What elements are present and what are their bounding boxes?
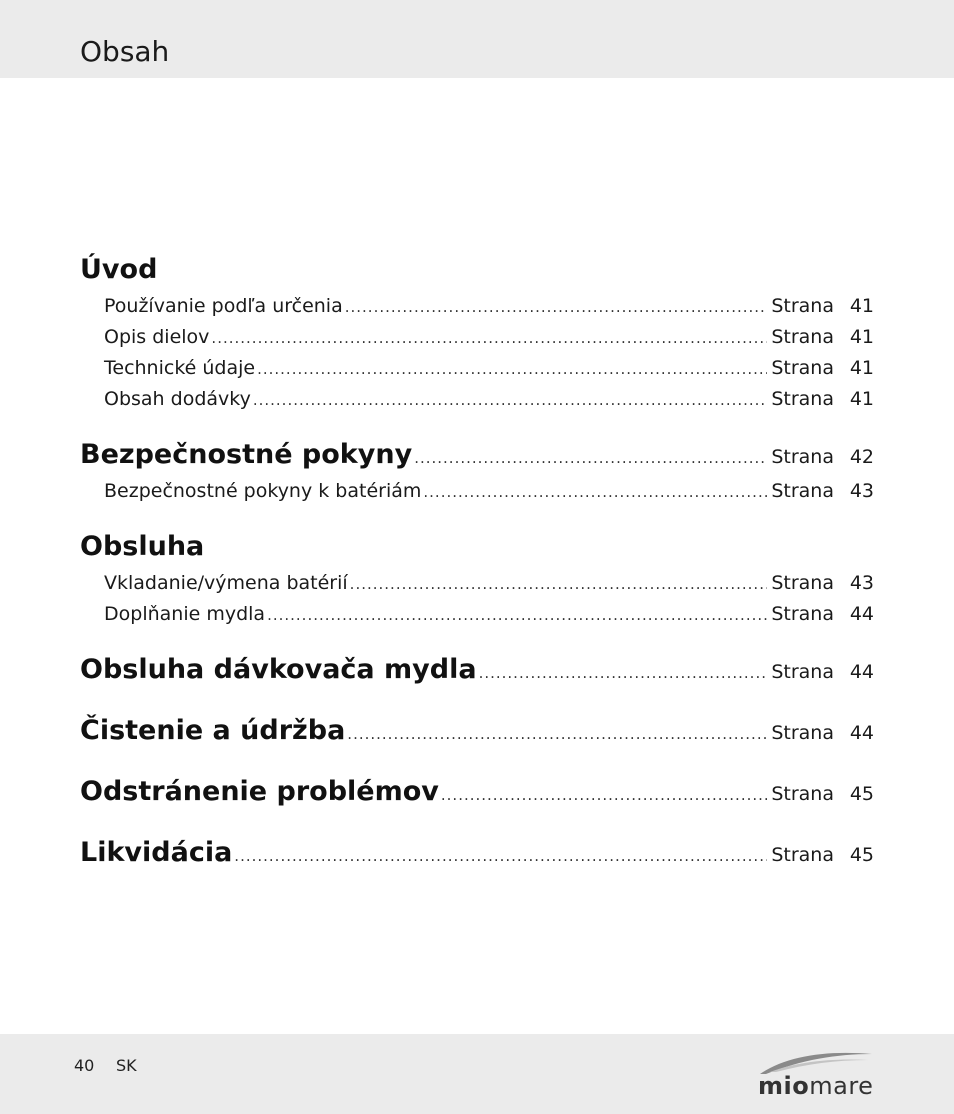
page-header [0,0,954,78]
toc-section [80,770,874,813]
brand-wordmark: miomare [758,1072,874,1100]
toc-item[interactable] [80,476,874,507]
dot-leader [347,713,767,756]
toc-item-label: Bezpečnostné pokyny k batériám [104,480,422,502]
toc-item-label: Používanie podľa určenia [104,295,343,317]
page-reference: Strana 44 [771,603,874,625]
page-reference: Strana 41 [771,295,874,317]
dot-leader [423,477,767,508]
toc-item-label: Opis dielov [104,326,210,348]
dot-leader [211,323,767,354]
toc-section [80,248,874,415]
toc-heading-label: Úvod [80,254,158,285]
toc-heading[interactable] [80,525,874,568]
toc-heading[interactable] [80,248,874,291]
toc-item-label: Doplňanie mydla [104,603,266,625]
dot-leader [414,437,767,480]
dot-leader [257,354,767,385]
toc-item[interactable] [80,384,874,415]
dot-leader [267,600,767,631]
toc-item[interactable] [80,353,874,384]
toc-heading[interactable] [80,648,874,691]
toc-item-label: Obsah dodávky [104,388,251,410]
dot-leader [479,652,768,695]
language-code: SK [116,1056,137,1075]
brand-logo [756,1048,876,1108]
toc-heading-label: Čistenie a údržba [80,715,346,746]
page-reference: Strana 44 [771,722,874,744]
toc-heading-label: Obsluha [80,531,205,562]
page-title: Obsah [80,35,170,68]
page-reference: Strana 45 [771,844,874,866]
page-reference: Strana 45 [771,783,874,805]
dot-leader [234,835,767,878]
toc-heading[interactable] [80,831,874,874]
toc-section [80,433,874,507]
toc-item[interactable] [80,599,874,630]
toc-section [80,525,874,630]
page-reference: Strana 43 [771,572,874,594]
toc-item[interactable] [80,291,874,322]
toc-heading[interactable] [80,433,874,476]
toc-item-label: Technické údaje [104,357,256,379]
toc-heading[interactable] [80,770,874,813]
page-reference: Strana 41 [771,388,874,410]
page-reference: Strana 41 [771,357,874,379]
toc-item-label: Vkladanie/výmena batérií [104,572,348,594]
toc-section [80,648,874,691]
page-reference: Strana 42 [771,446,874,468]
toc-item[interactable] [80,322,874,353]
page-reference: Strana 44 [771,661,874,683]
page-footer [0,1034,954,1114]
toc-heading-label: Obsluha dávkovača mydla [80,654,477,685]
table-of-contents [80,248,874,874]
toc-heading-label: Bezpečnostné pokyny [80,439,413,470]
dot-leader [345,292,768,323]
dot-leader [441,774,767,817]
toc-section [80,709,874,752]
toc-heading-label: Odstránenie problémov [80,776,439,807]
dot-leader [253,385,768,416]
toc-section [80,831,874,874]
page-reference: Strana 41 [771,326,874,348]
toc-heading-label: Likvidácia [80,837,233,868]
toc-heading[interactable] [80,709,874,752]
dot-leader [350,569,768,600]
page-number: 40 [74,1056,95,1075]
toc-item[interactable] [80,568,874,599]
page-reference: Strana 43 [771,480,874,502]
